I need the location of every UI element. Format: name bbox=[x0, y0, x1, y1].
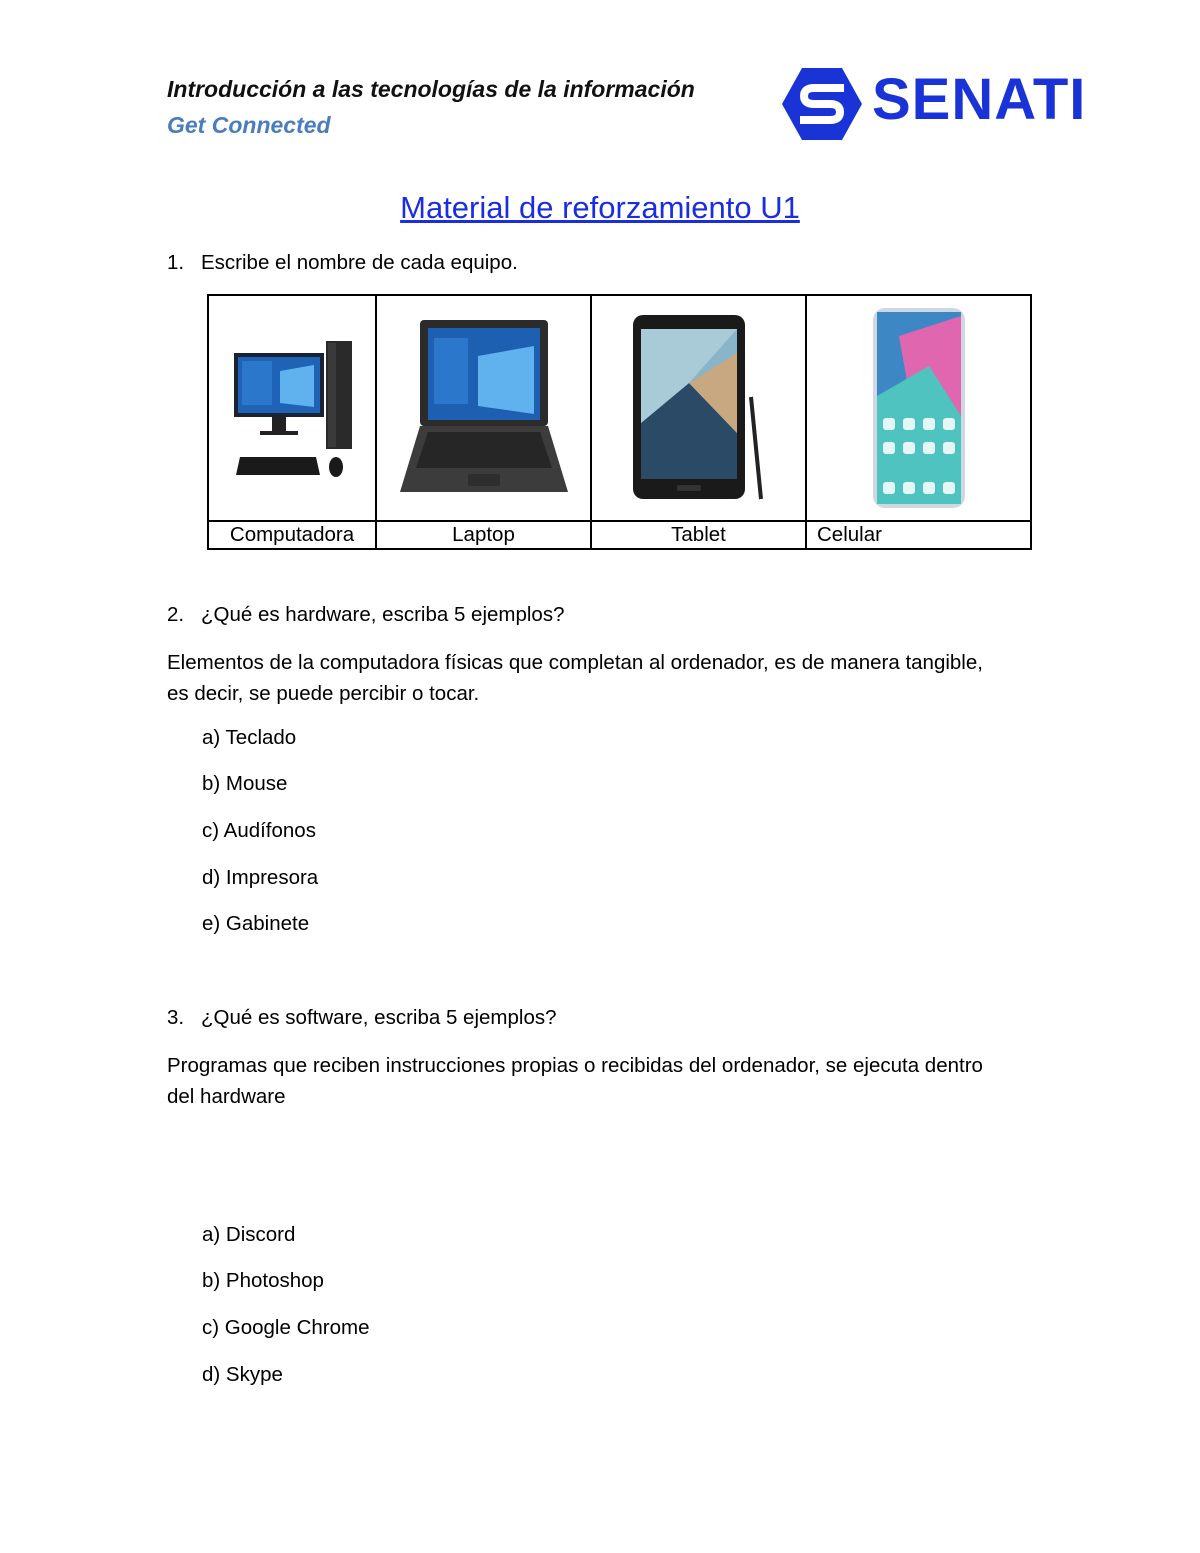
senati-logo-icon bbox=[782, 64, 862, 144]
device-label-phone: Celular bbox=[806, 521, 1031, 549]
desktop-computer-icon bbox=[232, 333, 352, 483]
question-3-number: 3. bbox=[167, 1006, 185, 1029]
devices-table bbox=[207, 294, 1032, 550]
question-2 bbox=[167, 603, 565, 627]
question-3-answer bbox=[167, 1050, 1037, 1112]
question-3-answer-line-1: Programas que reciben instrucciones propias o recibidas del ordenador, se ejecuta dentro bbox=[167, 1054, 983, 1077]
software-item: b) Photoshop bbox=[202, 1269, 324, 1292]
question-2-answer-line-2: es decir, se puede percibir o tocar. bbox=[167, 682, 480, 705]
question-2-number: 2. bbox=[167, 603, 185, 626]
senati-logo bbox=[782, 64, 1087, 144]
device-cell-tablet bbox=[591, 295, 806, 521]
question-2-answer-line-1: Elementos de la computadora físicas que completan al ordenador, es de manera tangible, bbox=[167, 651, 983, 674]
device-cell-laptop bbox=[376, 295, 591, 521]
device-label-tablet: Tablet bbox=[591, 521, 806, 549]
hardware-item: e) Gabinete bbox=[202, 912, 310, 935]
question-2-text: ¿Qué es hardware, escriba 5 ejemplos? bbox=[201, 603, 565, 626]
page-title: Material de reforzamiento U1 bbox=[400, 190, 800, 225]
question-2-answer bbox=[167, 647, 1037, 709]
tablet-icon bbox=[629, 313, 769, 503]
question-3-text: ¿Qué es software, escriba 5 ejemplos? bbox=[201, 1006, 557, 1029]
question-1-text: Escribe el nombre de cada equipo. bbox=[201, 251, 518, 274]
software-item: a) Discord bbox=[202, 1223, 296, 1246]
software-item: d) Skype bbox=[202, 1363, 283, 1386]
laptop-icon bbox=[398, 318, 570, 498]
smartphone-icon bbox=[869, 306, 969, 510]
hardware-item: c) Audífonos bbox=[202, 819, 316, 842]
course-subtitle: Get Connected bbox=[167, 112, 331, 138]
device-cell-phone bbox=[806, 295, 1031, 521]
device-cell-computer bbox=[208, 295, 376, 521]
question-3-answer-line-2: del hardware bbox=[167, 1085, 286, 1108]
hardware-item: d) Impresora bbox=[202, 866, 319, 889]
logo-wordmark: SENATI bbox=[872, 67, 1087, 132]
question-1-number: 1. bbox=[167, 251, 185, 274]
software-item: c) Google Chrome bbox=[202, 1316, 370, 1339]
device-label-computer: Computadora bbox=[208, 521, 376, 549]
question-1 bbox=[167, 251, 518, 275]
device-label-laptop: Laptop bbox=[376, 521, 591, 549]
question-3 bbox=[167, 1006, 557, 1030]
hardware-item: a) Teclado bbox=[202, 726, 297, 749]
hardware-item: b) Mouse bbox=[202, 772, 288, 795]
course-title: Introducción a las tecnologías de la información bbox=[167, 76, 695, 102]
